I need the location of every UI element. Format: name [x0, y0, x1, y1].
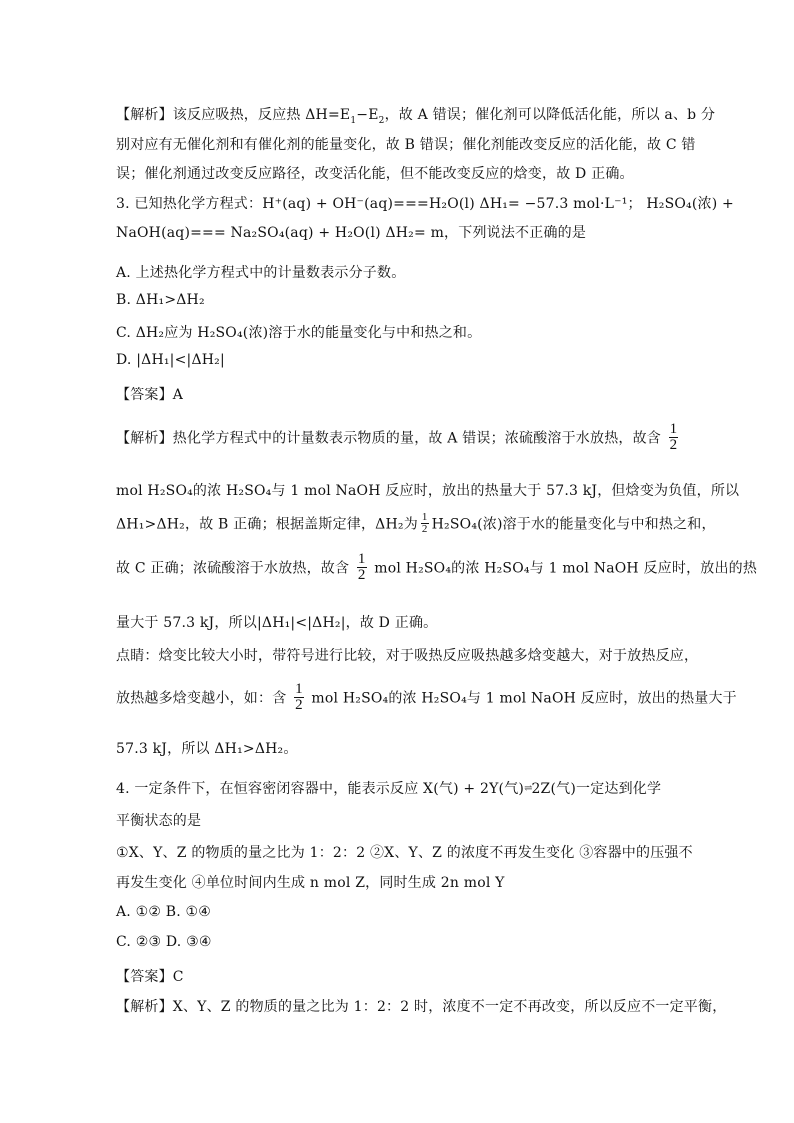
option-a: A. 上述热化学方程式中的计量数表示分子数。: [116, 265, 406, 281]
question-4-stem-cont: 平衡状态的是: [116, 813, 202, 829]
text-segment: 2Z(气)一定达到化学: [531, 781, 662, 797]
text-segment: H₂SO₄(浓)溶于水的能量变化与中和热之和，: [431, 516, 716, 533]
note-line: 57.3 kJ，所以 ΔH₁>ΔH₂。: [116, 741, 298, 757]
text-segment: 【解析】该反应吸热，反应热 ΔH=E: [116, 107, 351, 123]
text-segment: ΔH₁>ΔH₂，故 B 正确；根据盖斯定律，ΔH₂为: [116, 516, 418, 533]
fraction-one-half: $\frac{1}{2}$: [295, 681, 303, 713]
text-segment: 故 C 正确；浓硫酸溶于水放热，故含: [116, 560, 350, 577]
question-4-conditions: ①X、Y、Z 的物质的量之比为 1：2：2 ②X、Y、Z 的浓度不再发生变化 ③容器中的压强不: [116, 845, 693, 861]
analysis-line: 【解析】X、Y、Z 的物质的量之比为 1：2：2 时，浓度不一定不再改变，所以反应不一定平衡，: [116, 999, 727, 1015]
text-line: 别对应有无催化剂和有催化剂的能量变化，故 B 错误；催化剂能改变反应的活化能，故 C 错: [116, 137, 696, 153]
text-segment: −E: [356, 107, 379, 123]
fraction-one-half: $\frac{1}{2}$: [421, 511, 428, 535]
option-c: C. ΔH₂应为 H₂SO₄(浓)溶于水的能量变化与中和热之和。: [116, 325, 482, 341]
subscript: 2: [378, 115, 385, 126]
text-segment: 【解析】热化学方程式中的计量数表示物质的量，故 A 错误；浓硫酸溶于水放热，故含: [116, 430, 662, 447]
question-4-conditions: 再发生变化 ④单位时间内生成 n mol Z，同时生成 2n mol Y: [116, 875, 505, 891]
text-segment: 4. 一定条件下，在恒容密闭容器中，能表示反应 X(气) + 2Y(气): [116, 781, 525, 797]
analysis-line: 量大于 57.3 kJ，所以|ΔH₁|<|ΔH₂|，故 D 正确。: [116, 615, 438, 631]
text-segment: ，故 A 错误；催化剂可以降低活化能，所以 a、b 分: [384, 107, 716, 123]
question-4-stem: [116, 778, 684, 798]
answer-label: 【答案】A: [116, 387, 184, 403]
text-line: 误；催化剂通过改变反应路径，改变活化能，但不能改变反应的焓变，故 D 正确。: [116, 166, 634, 182]
options-cd: C. ②③ D. ③④: [116, 934, 212, 950]
note-line: [116, 681, 737, 713]
analysis-line: [116, 511, 716, 535]
subscript: 1: [350, 115, 357, 126]
question-3-stem-cont: NaOH(aq)=== Na₂SO₄(aq) + H₂O(l) ΔH₂= m，下列说法不正确的是: [116, 225, 587, 241]
answer-label: 【答案】C: [116, 969, 184, 985]
analysis-line: mol H₂SO₄的浓 H₂SO₄与 1 mol NaOH 反应时，放出的热量大于 57.3 kJ，但焓变为负值，所以: [116, 483, 740, 499]
question-3-stem: 3. 已知热化学方程式：H⁺(aq) + OH⁻(aq)===H₂O(l) ΔH₁= −57.3 mol·L⁻¹； H₂SO₄(浓) +: [116, 196, 734, 212]
text-segment: mol H₂SO₄的浓 H₂SO₄与 1 mol NaOH 反应时，放出的热量大于: [306, 690, 737, 707]
equilibrium-arrow-icon: ⇌: [524, 783, 532, 794]
analysis-line: [116, 422, 684, 453]
fraction-one-half: $\frac{1}{2}$: [357, 551, 366, 583]
option-d: D. |ΔH₁|<|ΔH₂|: [116, 352, 225, 368]
text-line: [116, 104, 716, 126]
text-segment: 放热越多焓变越小，如：含: [116, 690, 287, 707]
analysis-line: [116, 551, 758, 583]
fraction-one-half: $\frac{1}{2}$: [669, 421, 678, 453]
options-ab: A. ①② B. ①④: [116, 904, 212, 920]
option-b: B. ΔH₁>ΔH₂: [116, 292, 205, 308]
note-line: 点睛：焓变比较大小时，带符号进行比较，对于吸热反应吸热越多焓变越大，对于放热反应，: [116, 648, 699, 664]
text-segment: mol H₂SO₄的浓 H₂SO₄与 1 mol NaOH 反应时，放出的热: [369, 560, 758, 577]
